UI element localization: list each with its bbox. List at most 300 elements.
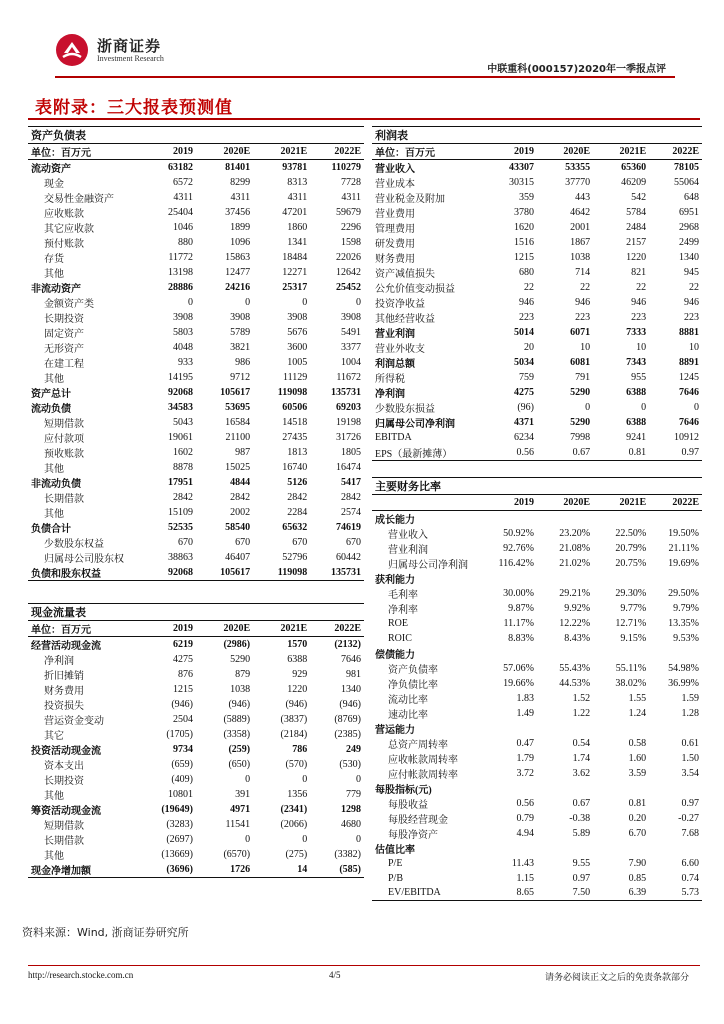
cell-value: 1602 — [173, 447, 193, 458]
cell-value: 59679 — [336, 207, 361, 218]
row-label: 营业外收支 — [375, 344, 425, 355]
row-label: 净利率 — [388, 604, 418, 616]
cell-value: 670 — [346, 537, 361, 548]
cell-value: 50.92% — [503, 527, 534, 539]
year-header: 2019 — [142, 621, 196, 637]
row-label: 获利能力 — [375, 574, 415, 586]
cell-value: 7646 — [679, 387, 699, 398]
cell-value: (570) — [285, 759, 308, 770]
table-title: 利润表 — [372, 127, 702, 144]
cell-value: 2499 — [679, 237, 699, 248]
cell-value: 22 — [636, 282, 647, 293]
cell-value: 1340 — [341, 684, 361, 695]
row-label: 管理费用 — [375, 224, 415, 235]
cell-value: 1220 — [287, 684, 308, 695]
cell-value: 58540 — [225, 522, 251, 533]
table-row — [28, 697, 364, 712]
table-row — [28, 652, 364, 667]
row-label: 毛利率 — [388, 589, 418, 601]
table-row — [28, 862, 364, 878]
row-label: 研发费用 — [375, 239, 415, 250]
section-title: 表附录：三大报表预测值 — [35, 98, 233, 118]
cell-value: 110279 — [331, 162, 361, 173]
cell-value: 9.15% — [620, 632, 647, 644]
table-row — [28, 772, 364, 787]
cell-value: 21.08% — [559, 542, 591, 554]
table-row — [28, 505, 364, 520]
year-header: 2019 — [142, 144, 196, 160]
row-label: 营运资金变动 — [44, 716, 104, 727]
cell-value: 30.00% — [503, 587, 534, 599]
row-label: 投资活动现金流 — [31, 746, 101, 757]
cell-value: 30315 — [508, 177, 534, 188]
cell-value: 670 — [235, 537, 251, 548]
cell-value: 9241 — [626, 431, 647, 443]
page-header — [0, 0, 724, 80]
cell-value: 2842 — [287, 492, 308, 503]
row-label: 长期借款 — [44, 836, 84, 847]
table-row — [28, 310, 364, 325]
cell-value: 21100 — [225, 432, 251, 443]
table-row — [28, 205, 364, 220]
cell-value: 0.81 — [593, 445, 649, 461]
unit-label: 单位：百万元 — [28, 144, 142, 160]
year-header: 2019 — [484, 495, 537, 511]
cell-value: 714 — [575, 267, 591, 278]
row-label: 净利润 — [375, 389, 405, 400]
row-label: 长期借款 — [44, 494, 84, 505]
cell-value: 0 — [302, 834, 308, 845]
cell-value: 31726 — [336, 432, 361, 443]
cell-value: (2341) — [280, 804, 308, 815]
row-label: 营业收入 — [375, 164, 415, 175]
cell-value: 1.60 — [628, 752, 647, 764]
cell-value: 542 — [631, 192, 647, 203]
row-label: 非流动负债 — [31, 479, 81, 490]
row-label: 经营活动现金流 — [31, 641, 101, 652]
cell-value: 4680 — [341, 819, 361, 830]
cell-value — [649, 781, 702, 796]
cell-value: 223 — [684, 312, 699, 323]
cell-value: 3377 — [341, 342, 361, 353]
cell-value: 22.50% — [615, 527, 647, 539]
cell-value: 3.54 — [681, 767, 699, 779]
cell-value: -0.27 — [678, 812, 699, 824]
table-row — [372, 355, 702, 370]
balance-sheet-table — [28, 126, 364, 581]
row-label: 其他经营收益 — [375, 314, 435, 325]
cell-value: 14518 — [282, 417, 308, 428]
source-note: 资料来源：Wind, 浙商证券研究所 — [22, 926, 189, 939]
cell-value: 880 — [178, 237, 193, 248]
row-label: 偿债能力 — [375, 649, 415, 661]
table-row — [28, 802, 364, 817]
cell-value: (3358) — [223, 729, 251, 740]
cell-value: 11772 — [168, 252, 193, 263]
cell-value: 0 — [585, 402, 591, 413]
cell-value: 18484 — [282, 252, 308, 263]
cell-value: 2484 — [626, 222, 647, 233]
table-row — [28, 832, 364, 847]
table-row — [28, 400, 364, 415]
cell-value: 46209 — [621, 177, 647, 188]
cell-value — [484, 510, 537, 526]
cell-value: 2296 — [341, 222, 361, 233]
cell-value: 0 — [356, 297, 361, 308]
cell-value: 1.59 — [681, 692, 699, 704]
table-row — [28, 727, 364, 742]
row-label: 应收账款 — [44, 209, 84, 220]
cell-value: 879 — [235, 669, 251, 680]
cell-value: 12.71% — [615, 617, 647, 629]
row-label: 公允价值变动损益 — [375, 284, 455, 295]
cell-value: 933 — [178, 357, 193, 368]
row-label: 资产总计 — [31, 389, 71, 400]
cell-value: 23.20% — [559, 527, 591, 539]
cell-value: (585) — [310, 862, 364, 878]
cell-value: 6.70 — [628, 827, 647, 839]
row-label: 营业收入 — [388, 529, 428, 541]
row-label: 长期投资 — [44, 314, 84, 325]
cell-value: 1598 — [341, 237, 361, 248]
cell-value — [537, 571, 593, 586]
cell-value — [484, 571, 537, 586]
cell-value: 3780 — [513, 207, 534, 218]
row-label: 负债和股东权益 — [28, 565, 142, 581]
cell-value: 4844 — [230, 477, 251, 488]
cell-value: 11.17% — [503, 617, 534, 629]
table-row — [372, 541, 702, 556]
table-row — [372, 841, 702, 856]
unit-label: 单位：百万元 — [372, 144, 484, 160]
row-label: 应收帐款周转率 — [388, 754, 458, 766]
cell-value: 791 — [575, 372, 591, 383]
table-row — [28, 445, 364, 460]
cell-value: 5491 — [341, 327, 361, 338]
cell-value: 15109 — [168, 507, 193, 518]
cell-value: 7.68 — [681, 827, 699, 839]
cell-value: 7.90 — [628, 857, 647, 869]
year-header: 2020E — [537, 495, 593, 511]
cell-value: 69203 — [336, 402, 361, 413]
cell-value: 10 — [580, 342, 591, 353]
table-row — [372, 250, 702, 265]
cell-value: 7646 — [679, 417, 699, 428]
cell-value: 8.65 — [484, 885, 537, 900]
cell-value: 670 — [292, 537, 308, 548]
cell-value: (2697) — [166, 834, 193, 845]
cell-value: 786 — [292, 744, 308, 755]
cell-value: 9.77% — [620, 602, 647, 614]
cell-value: 63182 — [168, 162, 193, 173]
row-label: 净负债比率 — [388, 679, 438, 691]
cell-value: 779 — [346, 789, 361, 800]
cell-value: 5.89 — [572, 827, 591, 839]
row-label: 其他 — [44, 464, 64, 475]
cell-value: 1220 — [626, 252, 647, 263]
cell-value: 12477 — [225, 267, 251, 278]
cell-value: 1096 — [230, 237, 251, 248]
cell-value: 3908 — [341, 312, 361, 323]
cell-value: 1038 — [570, 252, 591, 263]
table-row — [28, 817, 364, 832]
row-label: 长期投资 — [44, 776, 84, 787]
table-row — [28, 235, 364, 250]
cell-value: 19198 — [336, 417, 361, 428]
cell-value — [649, 571, 702, 586]
table-row — [28, 520, 364, 535]
cell-value: 3.62 — [572, 767, 591, 779]
cell-value: 1.79 — [516, 752, 534, 764]
cell-value: 25452 — [336, 282, 361, 293]
cell-value: 9.79% — [673, 602, 699, 614]
cell-value: 105617 — [220, 387, 251, 398]
table-row — [372, 781, 702, 796]
cell-value: 249 — [346, 744, 361, 755]
cell-value: (2184) — [280, 729, 308, 740]
cell-value: 15025 — [225, 462, 251, 473]
cell-value: 25317 — [282, 282, 308, 293]
cell-value: 119098 — [253, 565, 310, 581]
cell-value: 7728 — [341, 177, 361, 188]
cell-value — [484, 721, 537, 736]
cell-value: 7646 — [341, 654, 361, 665]
cell-value: 1.55 — [628, 692, 647, 704]
cell-value: 10 — [689, 342, 699, 353]
cell-value: 0.54 — [572, 737, 591, 749]
cell-value: 15863 — [225, 252, 251, 263]
cell-value: 1.49 — [516, 707, 534, 719]
cell-value: 81401 — [225, 162, 251, 173]
table-row — [372, 556, 702, 571]
cell-value: 5676 — [287, 327, 308, 338]
cell-value — [537, 510, 593, 526]
cell-value — [593, 841, 649, 856]
cell-value: 0 — [641, 402, 647, 413]
row-label: 营运能力 — [375, 724, 415, 736]
cell-value: 0 — [245, 297, 251, 308]
table-row — [372, 295, 702, 310]
cell-value: 1005 — [287, 357, 308, 368]
table-row — [28, 742, 364, 757]
cell-value: (530) — [339, 759, 361, 770]
year-header: 2020E — [537, 144, 593, 160]
cell-value: 821 — [631, 267, 647, 278]
row-label: 其他 — [44, 851, 64, 862]
cell-value: 16584 — [225, 417, 251, 428]
year-header: 2021E — [593, 144, 649, 160]
cell-value: 7343 — [626, 357, 647, 368]
cell-value: 1.22 — [572, 707, 591, 719]
cell-value: 14195 — [168, 372, 193, 383]
cell-value: 391 — [235, 789, 251, 800]
table-row — [372, 340, 702, 355]
cell-value: 92068 — [142, 565, 196, 581]
cell-value: 2504 — [173, 714, 193, 725]
cell-value: 7998 — [570, 431, 591, 443]
cell-value: 0 — [356, 834, 361, 845]
row-label: 存货 — [44, 254, 64, 265]
row-label: 应付帐款周转率 — [388, 769, 458, 781]
table-row — [372, 631, 702, 646]
cell-value: 10801 — [168, 789, 193, 800]
table-row — [28, 295, 364, 310]
row-label: ROIC — [388, 632, 412, 644]
cell-value — [484, 781, 537, 796]
table-row — [372, 265, 702, 280]
cell-value: 670 — [178, 537, 193, 548]
cell-value: 1813 — [287, 447, 308, 458]
cell-value: 19061 — [168, 432, 193, 443]
cell-value: 135731 — [310, 565, 364, 581]
year-header: 2020E — [196, 144, 253, 160]
row-label: 营业费用 — [375, 209, 415, 220]
cell-value: 60506 — [282, 402, 308, 413]
cell-value: (8769) — [334, 714, 361, 725]
cell-value: 955 — [631, 372, 647, 383]
cell-value: 135731 — [331, 387, 361, 398]
row-label: 交易性金融资产 — [44, 194, 114, 205]
row-label: 营业税金及附加 — [375, 194, 445, 205]
year-header: 2019 — [484, 144, 537, 160]
cell-value: (259) — [228, 744, 251, 755]
brand-logo-icon — [55, 33, 89, 67]
cell-value: 223 — [575, 312, 591, 323]
row-label: 估值比率 — [375, 844, 415, 856]
cell-value: 9.55 — [572, 857, 591, 869]
cell-value: 5043 — [173, 417, 193, 428]
cell-value: 8.83% — [508, 632, 534, 644]
row-label: 其他 — [44, 374, 64, 385]
cell-value: 1516 — [513, 237, 534, 248]
cell-value: 9.92% — [564, 602, 591, 614]
table-row — [372, 190, 702, 205]
cell-value: 5789 — [230, 327, 251, 338]
table-row — [28, 787, 364, 802]
row-label: 总资产周转率 — [388, 739, 448, 751]
cell-value: 0.20 — [628, 812, 647, 824]
cell-value: (1705) — [166, 729, 193, 740]
cell-value: (2066) — [280, 819, 308, 830]
row-label: 财务费用 — [375, 254, 415, 265]
cell-value: 680 — [518, 267, 534, 278]
cell-value: 119098 — [277, 387, 308, 398]
cell-value: 4971 — [230, 804, 251, 815]
cell-value: 13198 — [168, 267, 193, 278]
cell-value: 12.22% — [559, 617, 591, 629]
cell-value: 1038 — [230, 684, 251, 695]
table-row — [372, 430, 702, 445]
row-label: 现金 — [44, 179, 64, 190]
cell-value: 4642 — [570, 207, 591, 218]
row-label: 每股收益 — [388, 799, 428, 811]
table-row — [28, 415, 364, 430]
table-row — [28, 637, 364, 653]
cell-value: 22026 — [336, 252, 361, 263]
row-label: 其它 — [44, 731, 64, 742]
cell-value: 1340 — [679, 252, 699, 263]
row-label: 归属母公司股东权 — [44, 554, 124, 565]
cell-value: 8878 — [173, 462, 193, 473]
cell-value: 8.43% — [564, 632, 591, 644]
cell-value: 10 — [636, 342, 647, 353]
row-label: 负债合计 — [31, 524, 71, 535]
cell-value: 20.75% — [615, 557, 647, 569]
cell-value: 2002 — [230, 507, 251, 518]
cell-value: (6570) — [223, 849, 251, 860]
cell-value: 3600 — [287, 342, 308, 353]
table-row — [372, 325, 702, 340]
table-row — [28, 847, 364, 862]
cell-value — [649, 841, 702, 856]
table-row — [28, 430, 364, 445]
cell-value: 9.53% — [673, 632, 699, 644]
row-label: 应付款项 — [44, 434, 84, 445]
cell-value: (946) — [228, 699, 251, 710]
cell-value: 6388 — [287, 654, 308, 665]
cell-value: 22 — [580, 282, 591, 293]
table-row — [372, 175, 702, 190]
cell-value: 38863 — [168, 552, 193, 563]
cell-value: 2574 — [341, 507, 361, 518]
row-label: 少数股东损益 — [375, 404, 435, 415]
cell-value: 0 — [188, 297, 193, 308]
cell-value: 22 — [689, 282, 699, 293]
cell-value — [484, 646, 537, 661]
cell-value: 5784 — [626, 207, 647, 218]
cell-value: 57.06% — [503, 662, 534, 674]
table-row — [372, 445, 702, 461]
cell-value: 22 — [523, 282, 534, 293]
cell-value: 6234 — [513, 431, 534, 443]
cell-value: 14 — [253, 862, 310, 878]
cell-value: 946 — [631, 297, 647, 308]
cell-value: 11541 — [225, 819, 251, 830]
cell-value: 0.79 — [516, 812, 534, 824]
cell-value: 47201 — [282, 207, 308, 218]
row-label: 无形资产 — [44, 344, 84, 355]
cell-value: 4311 — [287, 192, 308, 203]
table-row — [372, 766, 702, 781]
cell-value: 37770 — [565, 177, 591, 188]
cell-value — [537, 841, 593, 856]
row-label: 少数股东权益 — [44, 539, 104, 550]
report-title: 中联重科(000157)2020年一季报点评 — [487, 64, 666, 75]
cell-value: 2001 — [570, 222, 591, 233]
year-header: 2021E — [593, 495, 649, 511]
footer-url[interactable]: http://research.stocke.com.cn — [28, 970, 134, 980]
cell-value: (96) — [517, 402, 534, 413]
row-label: 非流动资产 — [31, 284, 81, 295]
cell-value: 0 — [245, 774, 251, 785]
brand-subtitle: Investment Research — [97, 54, 164, 63]
cell-value: 5034 — [513, 357, 534, 368]
row-label: 资本支出 — [44, 761, 84, 772]
cell-value: 74619 — [336, 522, 361, 533]
row-label: 每股经营现金 — [388, 814, 448, 826]
cell-value: 7333 — [626, 327, 647, 338]
cell-value: 6071 — [570, 327, 591, 338]
cell-value: 4371 — [513, 417, 534, 428]
cell-value: 1.24 — [628, 707, 647, 719]
cell-value: 0.47 — [516, 737, 534, 749]
cell-value — [537, 781, 593, 796]
cell-value: 4311 — [230, 192, 251, 203]
cell-value: 54.98% — [668, 662, 699, 674]
cell-value: 1.52 — [572, 692, 591, 704]
table-row — [372, 526, 702, 541]
cell-value: 223 — [631, 312, 647, 323]
